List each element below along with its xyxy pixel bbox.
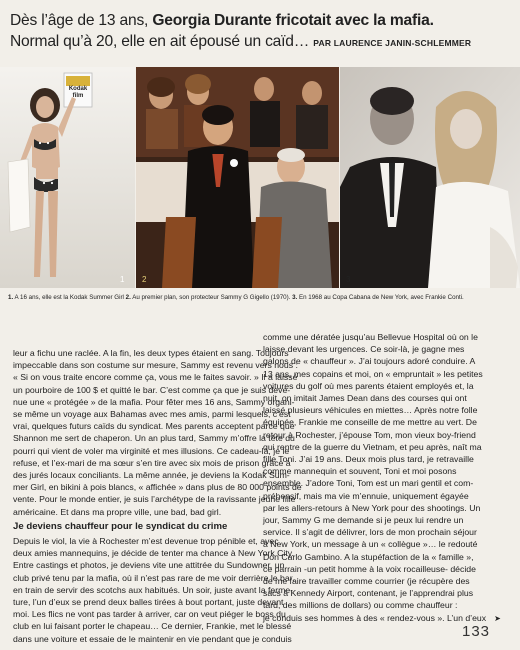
right-line: qui rentre de la guerre du Vietnam, et peu après, naît ma (263, 441, 482, 452)
left-line: Entre castings et photos, je deviens vite une attitrée du Sundowner, un (13, 560, 285, 571)
right-line: service. Il s’agit de délivrer, lors de mon prochain séjour (263, 527, 477, 538)
left-line: des jurés locaux conciliants. La même année, je deviens la Kodak Sum- (13, 470, 290, 481)
left-line: moi. Les flics ne vont pas tarder à arriver, car on veut piéger le boss du (13, 609, 286, 620)
left-line: leur a fichu une raclée. A la fin, les deux types étaient en sang. Toujours (13, 348, 289, 358)
left-line: mer Girl, en bikini à pois blancs, « affichée » dans plus de 80 000 points de (13, 482, 302, 493)
continue-arrow-icon: ➤ (494, 613, 501, 623)
left-line: nue une « protégée » de la mafia. Pour fêter mes 16 ans, Sammy organi- (13, 396, 295, 407)
left-line: Shannon me sert de chaperon. Un an plus tard, Sammy m’offre la tête du (13, 433, 295, 444)
right-line: par les allers-retours à New York pour des shootings. Un (263, 502, 481, 513)
right-line: galons de « chauffeur ». J’ai toujours adoré conduire. A (263, 356, 476, 367)
headline-part1: Dès l’âge de 13 ans, (10, 12, 153, 29)
left-line: « Si on vous traite encore comme ça, vous me le faites savoir. » Il a laissé (13, 372, 298, 383)
left-line: pourri qui vient de voler ma virginité et mes illusions. Ce cadeau-là, je le (13, 445, 290, 456)
right-line: fille Toni. J’ai 19 ans. Deux mois plus tard, je retravaille (263, 454, 474, 465)
right-line-last: je conduis ses hommes à des « rendez-vous ». L’un d’eux (263, 612, 487, 623)
right-line: comme une dératée jusqu’au Bellevue Hospital où on le (263, 332, 478, 342)
caption-num-3: 3. (292, 294, 298, 301)
right-line: sacs à Kennedy Airport, contenant, je l’apprendrai plus (263, 588, 474, 599)
right-column (263, 331, 508, 625)
caption-text-2: Au premier plan, son protecteur Sammy G Gigello (1970). (130, 294, 293, 301)
photo-restaurant-group (136, 67, 339, 288)
right-line: de me faire travailler comme courrier (je récupère des (263, 576, 470, 587)
right-line: laisse devant les urgences. Ce soir-là, je gagne mes (263, 344, 465, 355)
right-line: Don Carlo Gambino. A la stupéfaction de la « famille », (263, 551, 474, 562)
photo-caption (8, 294, 518, 302)
right-line: comme mannequin et souvent, Toni et moi posons (263, 466, 457, 477)
left-line: vente. Pour le monde entier, je suis l’archétype de la ravissante jeune fille (13, 494, 296, 505)
right-line: ce parrain -un petit homme à la voix rocailleuse- décide (263, 563, 476, 574)
photo-strip (0, 67, 520, 288)
left-line: refuse, et l’ex-mari de ma sœur s’en tire avec six mois de prison grâce à (13, 457, 291, 468)
section-subhead: Je deviens chauffeur pour le syndicat du crime (13, 520, 228, 532)
left-line: un pourboire de 100 $ et quitté le bar. C’est comme ça que je suis deve- (13, 384, 291, 395)
photo-number-2: 2 (142, 275, 147, 284)
left-line: club en lui faisant porter le chapeau… Ce dernier, Frankie, met le blessé (13, 621, 292, 632)
headline-bold: Georgia Durante fricotait avec la mafia. (152, 12, 434, 29)
kodak-sign-text1: Kodak (68, 86, 88, 92)
left-line: américaine. Et dans ma propre ville, une bad, bad girl. (13, 506, 222, 517)
caption-num-2: 2. (125, 294, 131, 301)
right-line: équipée, Frankie me conseille de me mettre au vert. De (263, 417, 477, 428)
left-line: Depuis le viol, la vie à Rochester m’est devenue trop pénible et, avec (13, 536, 279, 547)
photo-number-3: 3 (346, 275, 351, 284)
kodak-sign-text2: film (72, 93, 84, 99)
caption-text-1: A 16 ans, elle est la Kodak Summer Girl (13, 294, 126, 301)
left-line: dans une voiture et essaie de le maintenir en vie pendant que je conduis (13, 633, 292, 644)
left-line: ture, l’un d’eux se prend deux balles tirées à bout portant, juste devant (13, 597, 284, 608)
caption-num-1: 1. (8, 294, 14, 301)
right-line: nuit, on imitait James Dean dans des courses qui ont (263, 393, 467, 404)
right-line: préhensif, mais ma vie m’ennuie, uniquement égayée (263, 490, 469, 501)
right-line: retour à Rochester, j’épouse Tom, mon vieux boy-friend (263, 429, 476, 440)
left-line: en train de servir des scotchs aux habitués. Un soir, juste avant la ferme- (13, 584, 294, 595)
right-line: 13 ans, mes copains et moi, on « empruntait » les petites (263, 368, 483, 379)
left-line: impeccable dans son costume sur mesure, Sammy est revenu vers nous : (13, 360, 298, 371)
headline-part2: Normal qu’à 20, elle en ait épousé un caïd… (10, 33, 310, 50)
photo-kodak-summer-girl (0, 67, 135, 288)
right-line: voitures du golf où mes parents étaient employés et, la (263, 380, 474, 391)
photo-number-1: 1 (120, 275, 125, 284)
right-line: laissé plusieurs véhicules en miettes… Après notre folle (263, 405, 478, 416)
photo-copacabana-couple (340, 67, 520, 288)
left-line: vrai, quelques futurs caïds du syndicat. Mes parents acceptent parce que (13, 421, 295, 432)
byline: PAR LAURENCE JANIN-SCHLEMMER (313, 38, 472, 48)
left-line: deux amies mannequins, je décide de tenter ma chance à New York City. (13, 548, 294, 559)
right-line: à New York, un message à un « collègue »… le redouté (263, 539, 478, 550)
right-line: ensemble. J’adore Toni, Tom est un mari gentil et com- (263, 478, 474, 489)
right-line: jour, Sammy G me demande si je peux lui rendre un (263, 515, 464, 526)
page-number: 133 (462, 623, 491, 640)
headline (10, 10, 515, 54)
left-line: se même un voyage aux Bahamas avec mes amis, parmi lesquels, c’est (13, 409, 291, 420)
left-line: club privé tenu par la mafia, où il n’est pas rare de me voir derrière le bar, (13, 572, 295, 583)
left-column (13, 347, 302, 645)
right-line: tard, des millions de dollars) ou comme chauffeur : (263, 600, 458, 611)
caption-text-3: En 1968 au Copa Cabana de New York, avec Frankie Conti. (297, 294, 464, 301)
